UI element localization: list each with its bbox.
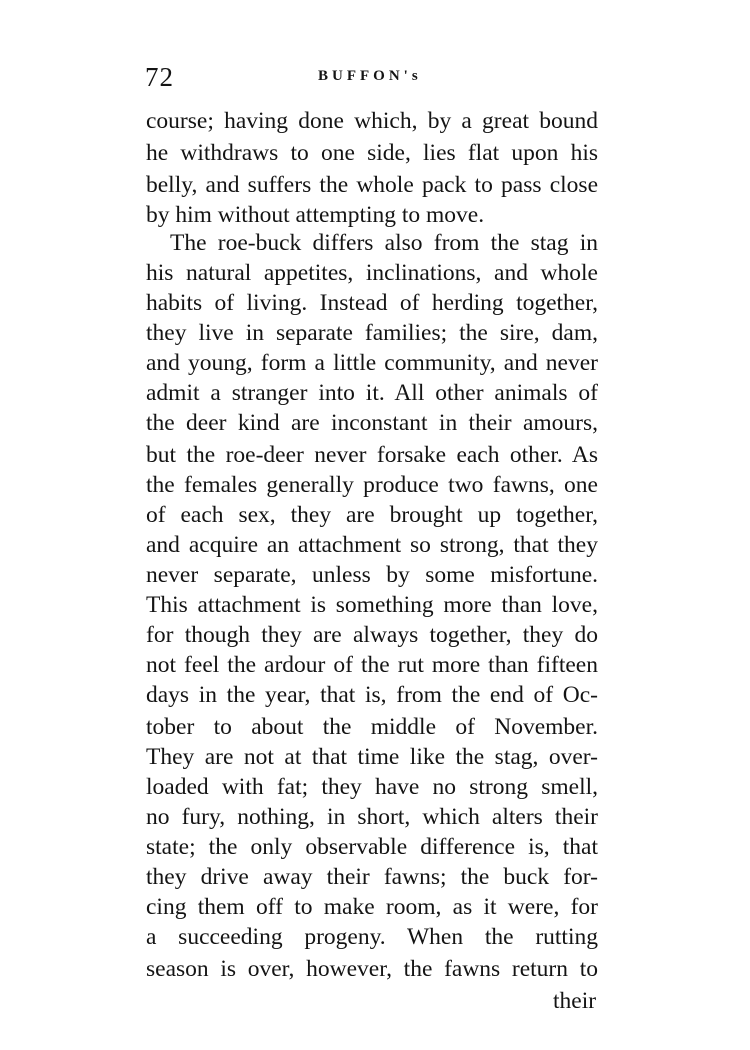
text-line: not feel the ardour of the rut more than fifteen bbox=[146, 652, 598, 678]
paragraph-first-line: The roe-buck differs also from the stag in bbox=[170, 230, 598, 256]
text-line: but the roe-deer never forsake each other. As bbox=[146, 442, 598, 468]
text-line: and young, form a little community, and never bbox=[146, 350, 598, 376]
running-head: BUFFON's bbox=[318, 68, 422, 84]
text-line: the deer kind are inconstant in their amours, bbox=[146, 410, 598, 436]
text-line: loaded with fat; they have no strong smell, bbox=[146, 774, 598, 800]
text-line: state; the only observable difference is, that bbox=[146, 834, 598, 860]
text-line: they live in separate families; the sire, dam, bbox=[146, 320, 598, 346]
text-line: for though they are always together, they do bbox=[146, 622, 598, 648]
text-line: a succeeding progeny. When the rutting bbox=[146, 924, 598, 950]
text-line: habits of living. Instead of herding together, bbox=[146, 290, 598, 316]
page-number: 72 bbox=[145, 62, 174, 92]
text-line: of each sex, they are brought up together, bbox=[146, 502, 598, 528]
text-line: no fury, nothing, in short, which alters their bbox=[146, 804, 598, 830]
text-line: cing them off to make room, as it were, for bbox=[146, 894, 598, 920]
text-line: they drive away their fawns; the buck for- bbox=[146, 864, 598, 890]
text-line: the females generally produce two fawns, one bbox=[146, 472, 598, 498]
text-line: admit a stranger into it. All other animals of bbox=[146, 380, 598, 406]
text-line: season is over, however, the fawns return to bbox=[146, 956, 598, 982]
text-line: he withdraws to one side, lies flat upon his bbox=[146, 140, 598, 166]
text-line: by him without attempting to move. bbox=[146, 202, 485, 228]
text-line: never separate, unless by some misfortune. bbox=[146, 562, 598, 588]
text-line: and acquire an attachment so strong, that they bbox=[146, 532, 598, 558]
text-line: tober to about the middle of November. bbox=[146, 714, 598, 740]
text-line: They are not at that time like the stag, over- bbox=[146, 744, 598, 770]
catchword: their bbox=[553, 988, 597, 1014]
text-line: days in the year, that is, from the end of Oc- bbox=[146, 682, 598, 708]
text-line: belly, and suffers the whole pack to pass close bbox=[146, 172, 598, 198]
text-line: his natural appetites, inclinations, and whole bbox=[146, 260, 598, 286]
text-line: This attachment is something more than love, bbox=[146, 592, 598, 618]
text-line: course; having done which, by a great bound bbox=[146, 108, 598, 134]
